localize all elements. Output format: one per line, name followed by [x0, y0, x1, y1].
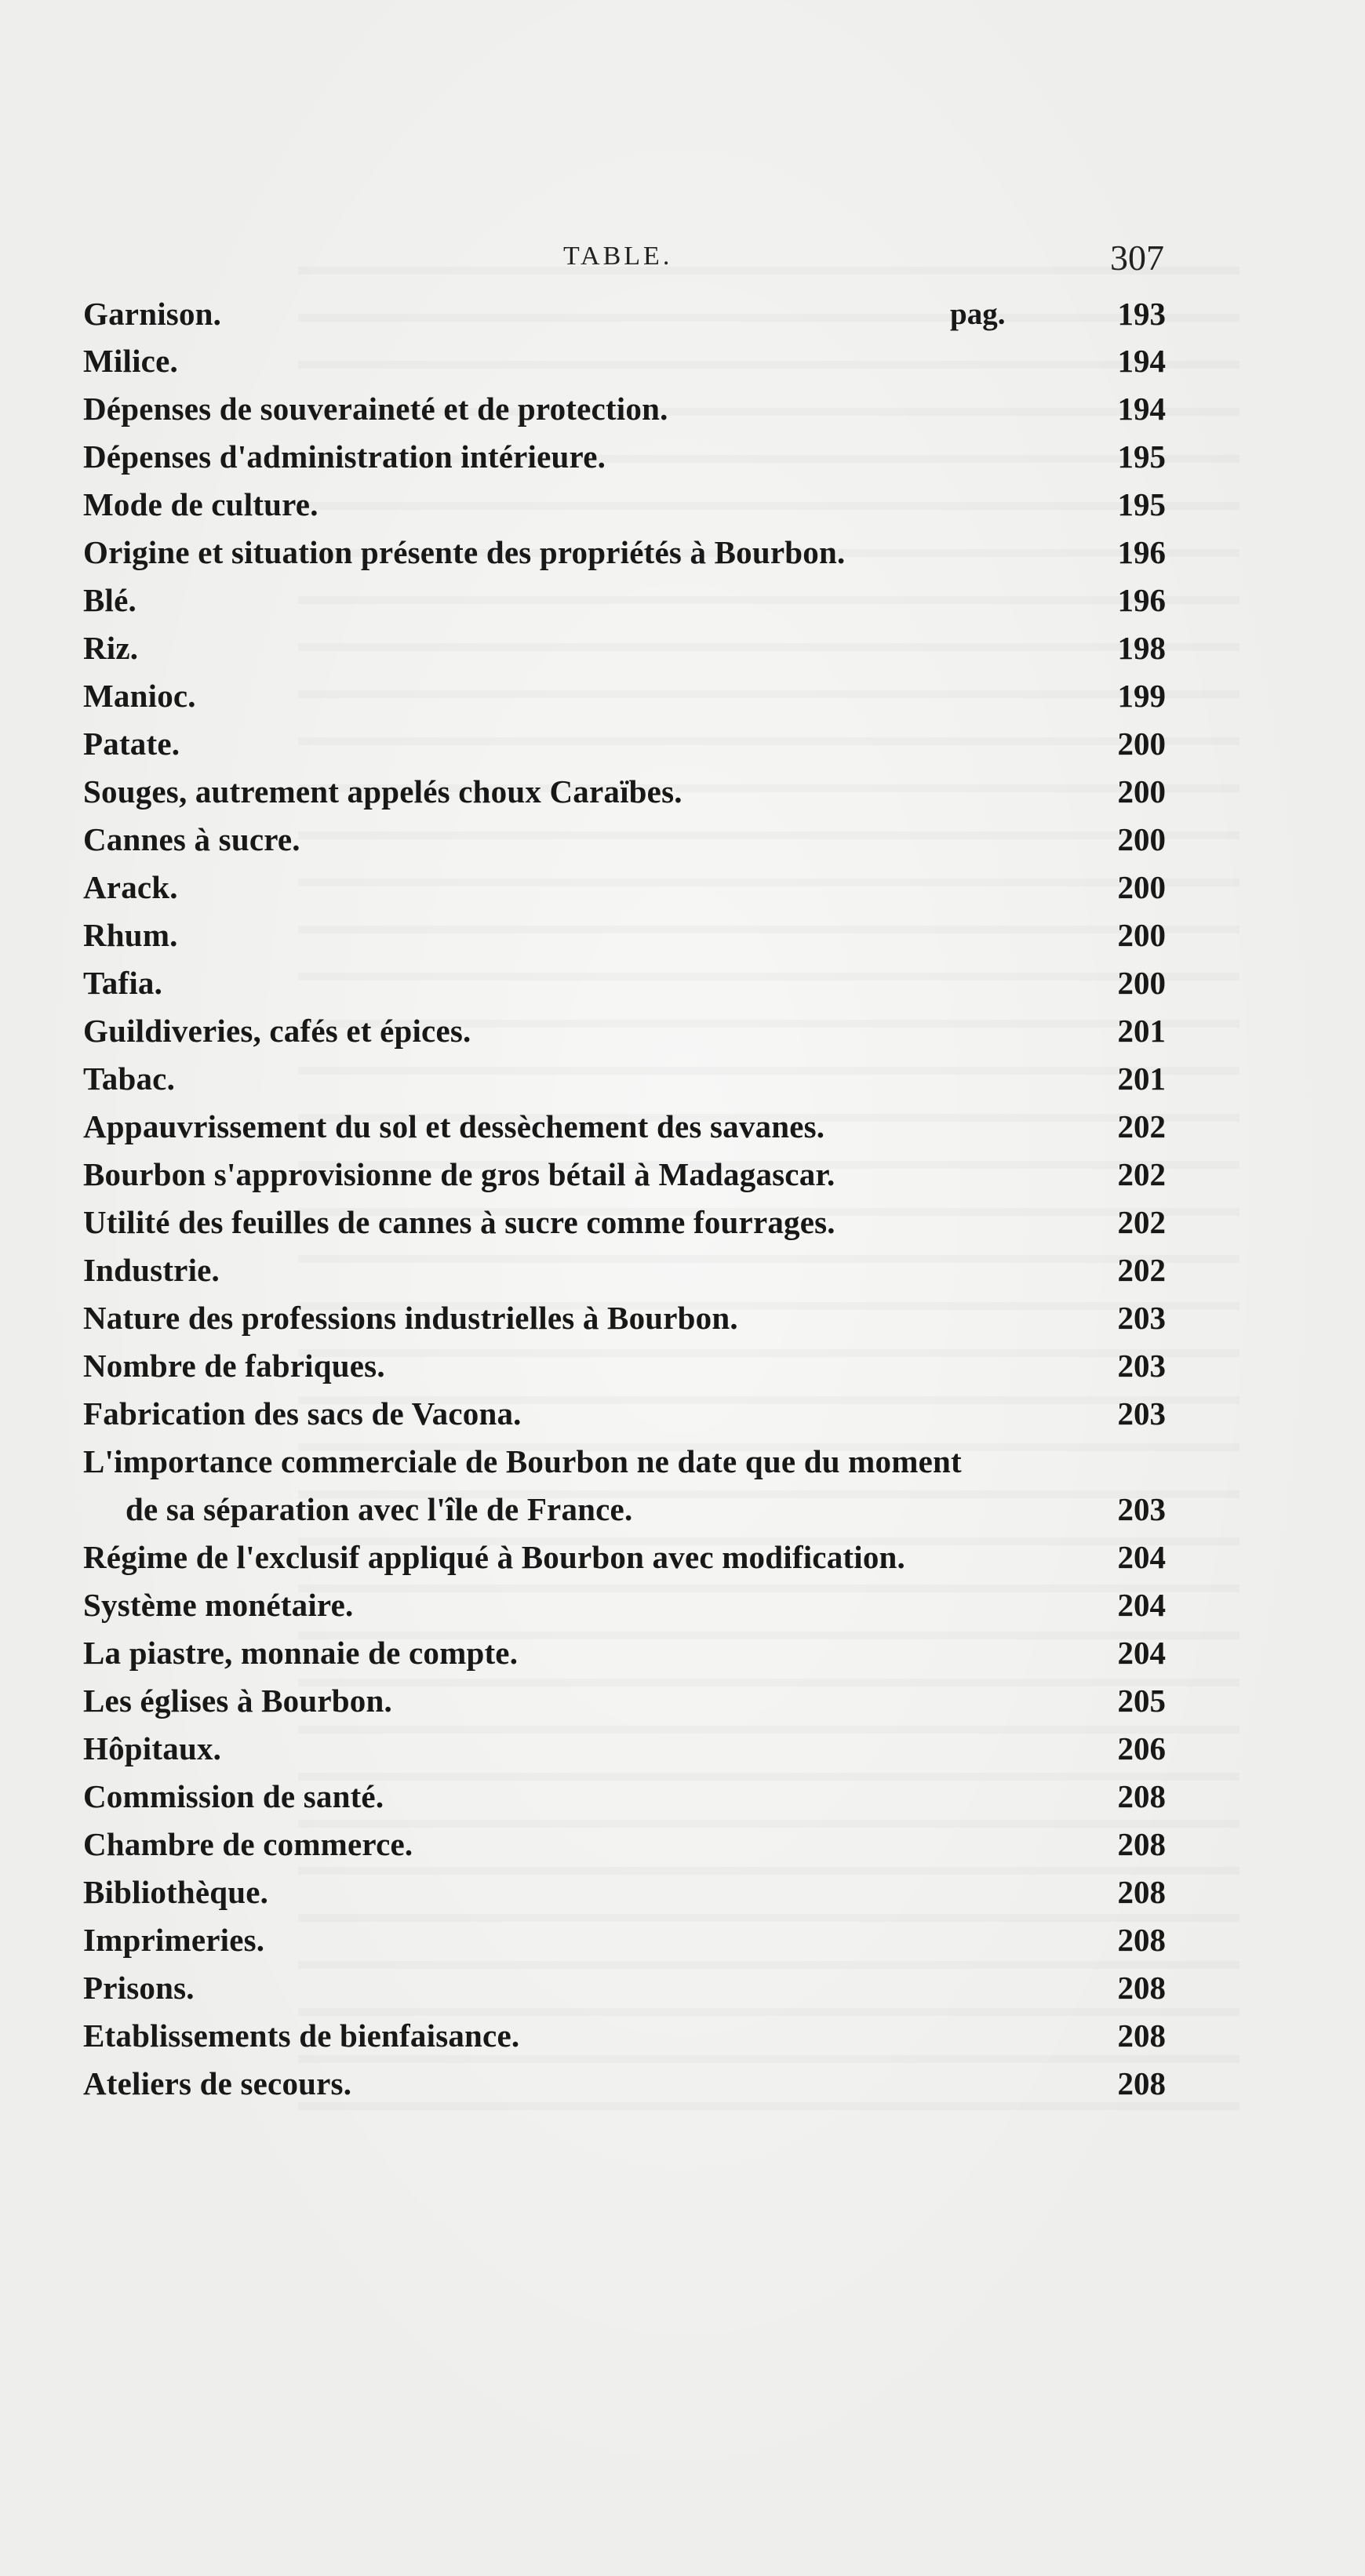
toc-entry-page-number: 200	[1117, 773, 1166, 810]
toc-entry-label: Commission de santé.	[83, 1778, 384, 1814]
toc-entry-label: de sa séparation avec l'île de France.	[126, 1491, 633, 1527]
toc-entry-label: Nombre de fabriques.	[83, 1348, 385, 1384]
toc-entry-label: Patate.	[83, 726, 180, 762]
toc-entry	[83, 1151, 1166, 1199]
toc-entry-page-number: 200	[1117, 917, 1166, 953]
toc-entry-page-number: 208	[1117, 1874, 1166, 1910]
toc-entry	[83, 1390, 1166, 1438]
toc-entry	[83, 2060, 1166, 2108]
toc-entry-page-number: 208	[1117, 1778, 1166, 1814]
toc-entry-label: Industrie.	[83, 1252, 220, 1288]
toc-entry-page-number: 200	[1117, 726, 1166, 762]
toc-entry-page-number: 208	[1117, 1970, 1166, 2006]
toc-entry	[83, 1868, 1166, 1916]
toc-entry	[83, 337, 1166, 385]
toc-entry-label: Système monétaire.	[83, 1587, 354, 1623]
toc-entry	[83, 385, 1166, 433]
toc-entry	[83, 1246, 1166, 1294]
toc-entry-label: Arack.	[83, 869, 178, 905]
table-of-contents	[83, 290, 1166, 2108]
toc-entry	[83, 433, 1166, 481]
toc-entry-label: Fabrication des sacs de Vacona.	[83, 1395, 522, 1432]
toc-entry	[83, 1342, 1166, 1390]
toc-entry	[83, 1581, 1166, 1629]
toc-entry-label: Tabac.	[83, 1061, 176, 1097]
toc-entry-page-number: 204	[1117, 1587, 1166, 1623]
toc-entry-page-number: 208	[1117, 2018, 1166, 2054]
toc-entry-page-number: 196	[1117, 534, 1166, 570]
toc-entry-label: Tafia.	[83, 965, 163, 1001]
toc-entry-label: L'importance commerciale de Bourbon ne date que du moment	[83, 1443, 962, 1479]
page-number: 307	[1110, 238, 1164, 278]
toc-entry	[83, 1534, 1166, 1581]
toc-entry	[83, 672, 1166, 720]
toc-entry-page-number: 198	[1117, 630, 1166, 666]
toc-entry	[83, 2012, 1166, 2060]
toc-entry-page-number: 208	[1117, 1922, 1166, 1958]
toc-entry-label: Utilité des feuilles de cannes à sucre comme fourrages.	[83, 1204, 835, 1240]
toc-entry-label: Les églises à Bourbon.	[83, 1683, 392, 1719]
running-head	[78, 237, 1164, 278]
toc-entry-page-number: 202	[1117, 1156, 1166, 1192]
toc-entry-page-number: 202	[1117, 1108, 1166, 1144]
toc-entry	[83, 816, 1166, 864]
toc-entry-label: Régime de l'exclusif appliqué à Bourbon avec modification.	[83, 1539, 905, 1575]
toc-entry-label: Chambre de commerce.	[83, 1826, 413, 1862]
toc-entry-label: Bourbon s'approvisionne de gros bétail à Madagascar.	[83, 1156, 835, 1192]
toc-entry-label: La piastre, monnaie de compte.	[83, 1635, 519, 1671]
toc-entry	[83, 1821, 1166, 1868]
toc-entry-page-number: 203	[1117, 1491, 1166, 1527]
toc-entry-page-number: 201	[1117, 1061, 1166, 1097]
toc-entry-label: Etablissements de bienfaisance.	[83, 2018, 520, 2054]
toc-entry-page-number: 204	[1117, 1635, 1166, 1671]
toc-entry-page-number: 200	[1117, 821, 1166, 857]
toc-entry-label: Nature des professions industrielles à Bourbon.	[83, 1300, 738, 1336]
toc-entry-page-number: 193	[1117, 296, 1166, 332]
toc-entry	[83, 1103, 1166, 1151]
toc-entry-label: Garnison.	[83, 296, 222, 332]
toc-entry-label: Imprimeries.	[83, 1922, 265, 1958]
toc-entry-page-number: 199	[1117, 678, 1166, 714]
toc-entry-page-number: 201	[1117, 1013, 1166, 1049]
toc-entry	[83, 577, 1166, 624]
toc-entry	[83, 959, 1166, 1007]
toc-entry	[83, 1055, 1166, 1103]
toc-entry-label: Origine et situation présente des propriétés à Bourbon.	[83, 534, 846, 570]
toc-entry-label: Dépenses d'administration intérieure.	[83, 438, 606, 475]
toc-entry	[83, 1294, 1166, 1342]
toc-entry-label: Manioc.	[83, 678, 196, 714]
toc-entry-page-number: 202	[1117, 1252, 1166, 1288]
toc-entry	[83, 864, 1166, 911]
toc-entry-page-number: 208	[1117, 2065, 1166, 2101]
toc-entry-page-number: 194	[1117, 391, 1166, 427]
toc-entry-page-number: 208	[1117, 1826, 1166, 1862]
toc-entry	[83, 1964, 1166, 2012]
toc-entry	[83, 768, 1166, 816]
toc-entry	[83, 529, 1166, 577]
toc-entry	[83, 911, 1166, 959]
toc-entry	[83, 1725, 1166, 1773]
toc-entry	[83, 624, 1166, 672]
toc-entry-page-number: 205	[1117, 1683, 1166, 1719]
toc-entry	[83, 1486, 1166, 1534]
toc-entry	[83, 1199, 1166, 1246]
toc-entry-page-number: 195	[1117, 486, 1166, 522]
toc-entry	[83, 1677, 1166, 1725]
toc-entry	[83, 1438, 1166, 1486]
toc-entry-label: Ateliers de secours.	[83, 2065, 352, 2101]
toc-entry	[83, 720, 1166, 768]
toc-entry-page-number: 206	[1117, 1730, 1166, 1766]
toc-entry-label: Bibliothèque.	[83, 1874, 269, 1910]
toc-entry-label: Guildiveries, cafés et épices.	[83, 1013, 471, 1049]
toc-entry-label: Riz.	[83, 630, 139, 666]
toc-entry-page-number: 200	[1117, 869, 1166, 905]
toc-entry-label: Blé.	[83, 582, 136, 618]
toc-entry-label: Appauvrissement du sol et dessèchement des savanes.	[83, 1108, 825, 1144]
toc-entry-page-number: 195	[1117, 438, 1166, 475]
toc-entry-label: Milice.	[83, 343, 178, 379]
toc-entry	[83, 1629, 1166, 1677]
toc-entry	[83, 290, 1166, 337]
toc-entry-page-number: 203	[1117, 1300, 1166, 1336]
toc-entry-label: Prisons.	[83, 1970, 195, 2006]
toc-entry-label: Mode de culture.	[83, 486, 318, 522]
pag-abbreviation: pag.	[950, 297, 1006, 331]
toc-entry-label: Souges, autrement appelés choux Caraïbes.	[83, 773, 682, 810]
toc-entry-page-number: 194	[1117, 343, 1166, 379]
toc-entry-page-number: 196	[1117, 582, 1166, 618]
running-title: TABLE.	[563, 242, 673, 271]
toc-entry	[83, 1007, 1166, 1055]
toc-entry-page-number: 203	[1117, 1348, 1166, 1384]
toc-entry-label: Rhum.	[83, 917, 178, 953]
toc-entry-page-number: 203	[1117, 1395, 1166, 1432]
toc-entry	[83, 1773, 1166, 1821]
toc-entry-label: Dépenses de souveraineté et de protection.	[83, 391, 668, 427]
toc-entry-label: Hôpitaux.	[83, 1730, 222, 1766]
toc-entry-page-number: 204	[1117, 1539, 1166, 1575]
toc-entry-label: Cannes à sucre.	[83, 821, 300, 857]
toc-entry	[83, 1916, 1166, 1964]
toc-entry-page-number: 200	[1117, 965, 1166, 1001]
toc-entry-page-number: 202	[1117, 1204, 1166, 1240]
toc-entry	[83, 481, 1166, 529]
